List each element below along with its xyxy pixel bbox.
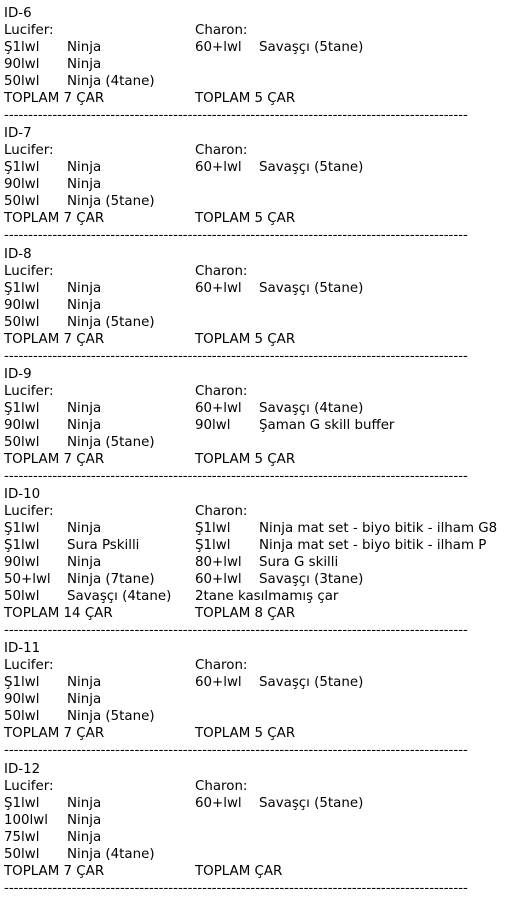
section-id: ID-7	[4, 126, 32, 142]
lucifer-level: Ş1lwl	[4, 40, 40, 55]
lucifer-class: Ninja (5tane)	[67, 434, 155, 450]
data-row	[4, 400, 519, 417]
separator-line: ------------------------------------------------------------------------------------------------	[4, 623, 468, 639]
section-header-row	[4, 142, 519, 159]
lucifer-class: Savaşçı (4tane)	[67, 589, 172, 605]
charon-level: Ş1lwl	[195, 521, 231, 537]
lucifer-level: 90lwl	[4, 417, 40, 433]
lucifer-class: Ninja (5tane)	[67, 194, 155, 210]
charon-class: Savaşçı (5tane)	[259, 160, 364, 176]
lucifer-level: 90lwl	[4, 555, 40, 571]
data-row	[4, 193, 519, 210]
lucifer-total: TOPLAM 7 ÇAR	[4, 863, 105, 879]
data-row	[4, 314, 519, 331]
charon-total: TOPLAM 5 ÇAR	[195, 726, 296, 742]
data-row	[4, 520, 519, 537]
charon-class: Savaşçı (4tane)	[259, 400, 364, 416]
section-block	[4, 125, 519, 244]
separator-line: ------------------------------------------------------------------------------------------------	[4, 468, 468, 484]
lucifer-label: Lucifer:	[4, 263, 54, 279]
charon-level: 80+lwl	[195, 555, 242, 571]
data-row	[4, 176, 519, 193]
lucifer-class: Ninja	[67, 675, 102, 691]
charon-level: 60+lwl	[195, 572, 242, 588]
charon-class: Savaşçı (3tane)	[259, 572, 364, 588]
separator-line: ------------------------------------------------------------------------------------------------	[4, 108, 468, 123]
data-row	[4, 537, 519, 554]
data-row	[4, 159, 519, 176]
lucifer-class: Ninja	[67, 57, 102, 72]
lucifer-label: Lucifer:	[4, 383, 54, 399]
section-header-row	[4, 657, 519, 674]
lucifer-level: 90lwl	[4, 297, 40, 313]
charon-class: Şaman G skill buffer	[259, 417, 395, 433]
lucifer-class: Ninja	[67, 40, 102, 55]
lucifer-class: Ninja (5tane)	[67, 314, 155, 330]
charon-class: Savaşçı (5tane)	[259, 795, 364, 811]
total-row	[4, 331, 519, 348]
separator-line: ------------------------------------------------------------------------------------------------	[4, 348, 468, 364]
data-row	[4, 56, 519, 73]
charon-class: Ninja mat set - biyo bitik - ilham G8	[259, 521, 498, 537]
lucifer-level: 75lwl	[4, 829, 40, 845]
total-row	[4, 605, 519, 622]
lucifer-class: Ninja	[67, 177, 102, 193]
lucifer-level: 50lwl	[4, 846, 40, 862]
charon-level: 2tane kasılmamış çar	[195, 589, 339, 605]
separator-line: ------------------------------------------------------------------------------------------------	[4, 880, 468, 896]
lucifer-class: Ninja	[67, 812, 102, 828]
lucifer-class: Sura Pskilli	[67, 538, 140, 554]
data-row	[4, 554, 519, 571]
lucifer-total: TOPLAM 7 ÇAR	[4, 726, 105, 742]
data-row	[4, 571, 519, 588]
section-id: ID-12	[4, 761, 41, 777]
data-row	[4, 280, 519, 297]
charon-class: Savaşçı (5tane)	[259, 675, 364, 691]
lucifer-level: 50lwl	[4, 709, 40, 725]
lucifer-total: TOPLAM 14 ÇAR	[4, 606, 113, 622]
charon-label: Charon:	[195, 504, 248, 520]
total-row	[4, 863, 519, 880]
lucifer-total: TOPLAM 7 ÇAR	[4, 331, 105, 347]
lucifer-level: 90lwl	[4, 57, 40, 72]
data-row	[4, 417, 519, 434]
lucifer-class: Ninja	[67, 829, 102, 845]
charon-level: 60+lwl	[195, 795, 242, 811]
section-id: ID-9	[4, 366, 32, 382]
data-row	[4, 846, 519, 863]
charon-label: Charon:	[195, 143, 248, 159]
charon-total: TOPLAM ÇAR	[195, 863, 283, 879]
total-row	[4, 210, 519, 227]
charon-label: Charon:	[195, 263, 248, 279]
lucifer-label: Lucifer:	[4, 658, 54, 674]
charon-label: Charon:	[195, 23, 248, 38]
lucifer-total: TOPLAM 7 ÇAR	[4, 451, 105, 467]
charon-class: Savaşçı (5tane)	[259, 280, 364, 296]
total-row	[4, 90, 519, 107]
lucifer-class: Ninja	[67, 280, 102, 296]
lucifer-level: 50lwl	[4, 434, 40, 450]
separator-line: ------------------------------------------------------------------------------------------------	[4, 743, 468, 759]
charon-level: 90lwl	[195, 417, 231, 433]
charon-level: 60+lwl	[195, 40, 242, 55]
charon-label: Charon:	[195, 383, 248, 399]
lucifer-level: 100lwl	[4, 812, 48, 828]
section-id: ID-6	[4, 6, 32, 21]
lucifer-level: Ş1lwl	[4, 538, 40, 554]
charon-label: Charon:	[195, 658, 248, 674]
lucifer-label: Lucifer:	[4, 23, 54, 38]
charon-level: 60+lwl	[195, 280, 242, 296]
lucifer-total: TOPLAM 7 ÇAR	[4, 91, 105, 106]
data-row	[4, 39, 519, 56]
charon-total: TOPLAM 8 ÇAR	[195, 606, 296, 622]
charon-level: Ş1lwl	[195, 538, 231, 554]
lucifer-level: Ş1lwl	[4, 160, 40, 176]
data-row	[4, 795, 519, 812]
data-row	[4, 674, 519, 691]
section-block	[4, 366, 519, 485]
section-block	[4, 761, 519, 897]
charon-total: TOPLAM 5 ÇAR	[195, 211, 296, 227]
section-block	[4, 486, 519, 639]
section-block	[4, 5, 519, 124]
data-row	[4, 588, 519, 605]
charon-level: 60+lwl	[195, 400, 242, 416]
lucifer-label: Lucifer:	[4, 143, 54, 159]
lucifer-level: 50lwl	[4, 314, 40, 330]
lucifer-class: Ninja	[67, 160, 102, 176]
data-row	[4, 708, 519, 725]
lucifer-level: 50lwl	[4, 194, 40, 210]
lucifer-level: Ş1lwl	[4, 521, 40, 537]
section-block	[4, 246, 519, 365]
data-row	[4, 829, 519, 846]
data-row	[4, 691, 519, 708]
data-row	[4, 434, 519, 451]
charon-level: 60+lwl	[195, 675, 242, 691]
section-header-row	[4, 263, 519, 280]
lucifer-class: Ninja	[67, 417, 102, 433]
lucifer-total: TOPLAM 7 ÇAR	[4, 211, 105, 227]
lucifer-class: Ninja	[67, 692, 102, 708]
charon-total: TOPLAM 5 ÇAR	[195, 451, 296, 467]
section-id: ID-8	[4, 246, 32, 262]
total-row	[4, 725, 519, 742]
charon-total: TOPLAM 5 ÇAR	[195, 331, 296, 347]
section-header-row	[4, 22, 519, 39]
lucifer-level: 50lwl	[4, 74, 40, 89]
lucifer-level: Ş1lwl	[4, 400, 40, 416]
total-row	[4, 451, 519, 468]
section-id: ID-10	[4, 487, 41, 503]
lucifer-class: Ninja (4tane)	[67, 74, 155, 89]
data-row	[4, 812, 519, 829]
lucifer-class: Ninja	[67, 795, 102, 811]
lucifer-level: 90lwl	[4, 692, 40, 708]
lucifer-level: Ş1lwl	[4, 675, 40, 691]
lucifer-class: Ninja (4tane)	[67, 846, 155, 862]
charon-class: Ninja mat set - biyo bitik - ilham P	[259, 538, 487, 554]
lucifer-level: 50lwl	[4, 589, 40, 605]
lucifer-level: 50+lwl	[4, 572, 51, 588]
section-id: ID-11	[4, 641, 41, 657]
section-header-row	[4, 778, 519, 795]
charon-class: Sura G skilli	[259, 555, 339, 571]
section-header-row	[4, 383, 519, 400]
document-body	[4, 5, 519, 898]
section-block	[4, 640, 519, 759]
lucifer-level: Ş1lwl	[4, 280, 40, 296]
lucifer-label: Lucifer:	[4, 504, 54, 520]
lucifer-class: Ninja	[67, 400, 102, 416]
data-row	[4, 73, 519, 90]
separator-line: ------------------------------------------------------------------------------------------------	[4, 228, 468, 244]
lucifer-class: Ninja (7tane)	[67, 572, 155, 588]
data-row	[4, 297, 519, 314]
lucifer-class: Ninja (5tane)	[67, 709, 155, 725]
charon-total: TOPLAM 5 ÇAR	[195, 91, 296, 106]
lucifer-label: Lucifer:	[4, 778, 54, 794]
lucifer-level: Ş1lwl	[4, 795, 40, 811]
lucifer-class: Ninja	[67, 555, 102, 571]
section-header-row	[4, 503, 519, 520]
charon-label: Charon:	[195, 778, 248, 794]
lucifer-class: Ninja	[67, 297, 102, 313]
charon-level: 60+lwl	[195, 160, 242, 176]
charon-class: Savaşçı (5tane)	[259, 40, 364, 55]
lucifer-level: 90lwl	[4, 177, 40, 193]
lucifer-class: Ninja	[67, 521, 102, 537]
